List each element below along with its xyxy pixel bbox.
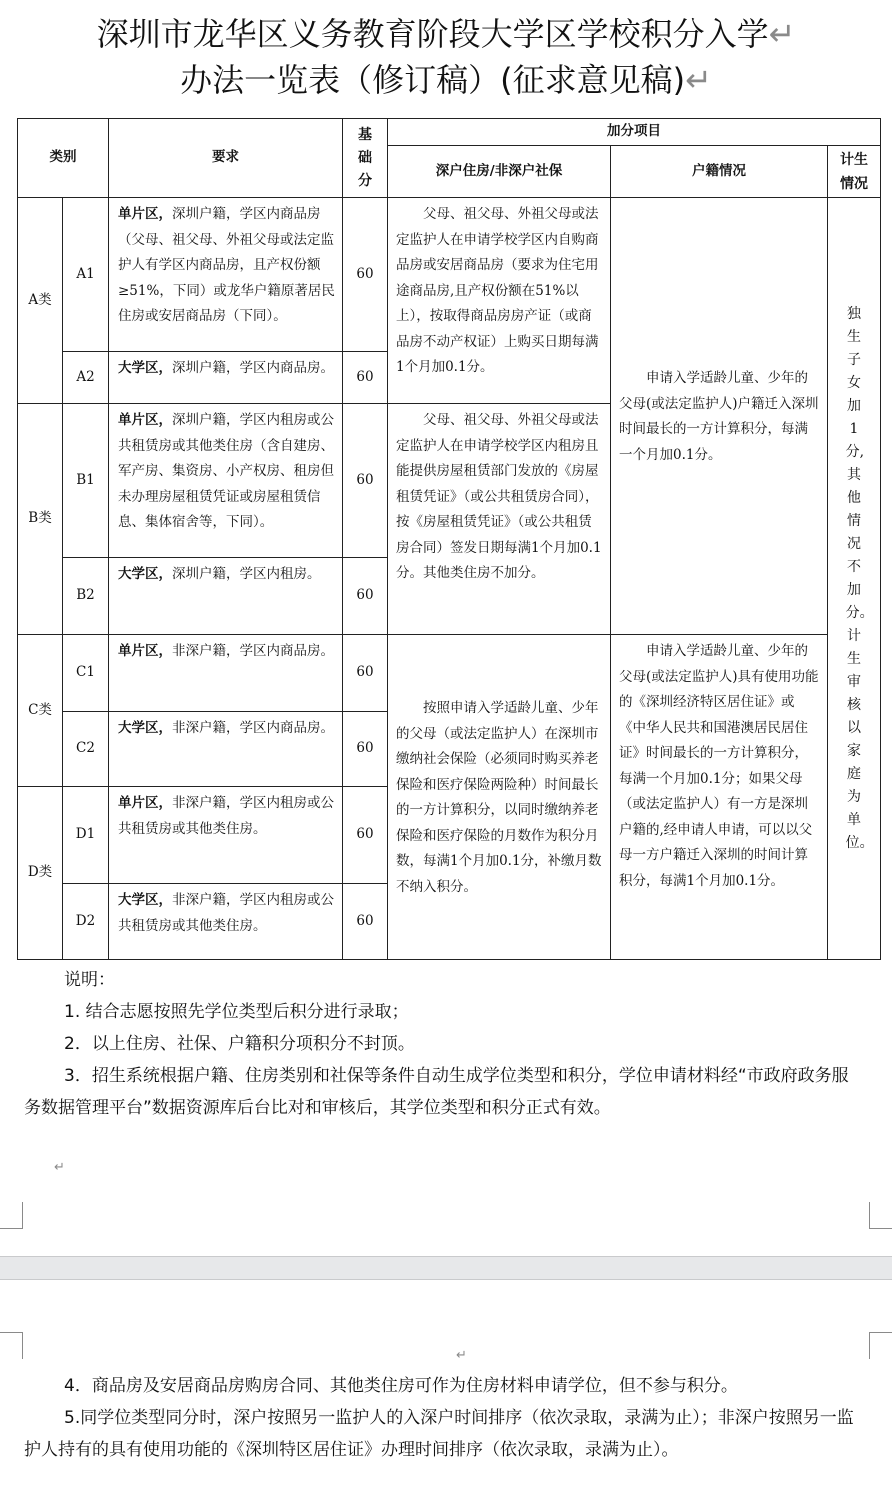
family-planning-rule: 独生子女加1分,其他情况不加分。计生审核以家庭为单位。 (828, 198, 881, 960)
row-code: B1 (63, 404, 109, 558)
row-base-score: 60 (343, 712, 388, 787)
row-requirement: 大学区，非深户籍，学区内租房或公共租赁房或其他类住房。 (109, 884, 343, 960)
row-code: A2 (63, 352, 109, 404)
row-base-score: 60 (343, 787, 388, 884)
row-code: B2 (63, 558, 109, 635)
housing-rule-b: 父母、祖父母、外祖父母或法定监护人在申请学校学区内租房且能提供房屋租赁部门发放的《房屋租赁凭证》（或公共租赁房合同），按《房屋租赁凭证》（或公共租赁房合同）签发日期每满1个月加0.1分。其他类住房不加分。 (388, 404, 611, 635)
page-break-gap (0, 1256, 892, 1280)
row-code: C1 (63, 635, 109, 712)
row-base-score: 60 (343, 635, 388, 712)
page-corner-mark (869, 1202, 892, 1229)
notes-continued (24, 1370, 864, 1466)
note-2: 2．以上住房、社保、户籍积分项积分不封顶。 (64, 1034, 415, 1054)
row-base-score: 60 (343, 884, 388, 960)
group-label-c: C类 (18, 635, 63, 787)
page-corner-mark (0, 1202, 23, 1229)
header-housing-social: 深户住房/非深户社保 (388, 146, 611, 198)
paragraph-mark-icon: ↵ (768, 15, 796, 53)
header-bonus-items: 加分项目 (388, 119, 881, 146)
row-requirement: 大学区，深圳户籍，学区内租房。 (109, 558, 343, 635)
row-requirement: 大学区，非深户籍，学区内商品房。 (109, 712, 343, 787)
group-label-d: D类 (18, 787, 63, 960)
paragraph-mark-icon: ↵ (54, 1160, 65, 1175)
row-base-score: 60 (343, 558, 388, 635)
household-rule-ab: 申请入学适龄儿童、少年的父母(或法定监护人)户籍迁入深圳时间最长的一方计算积分，每满一个月加0.1分。 (611, 198, 828, 635)
household-rule-cd: 申请入学适龄儿童、少年的父母(或法定监护人)具有使用功能的《深圳经济特区居住证》或《中华人民共和国港澳居民居住证》时间最长的一方计算积分，每满一个月加0.1分；如果父母（或法定监护人）有一方是深圳户籍的,经申请人申请，可以以父母一方户籍迁入深圳的时间计算积分，每满1个月加0.1分。 (611, 635, 828, 960)
row-requirement: 单片区，深圳户籍，学区内商品房（父母、祖父母、外祖父母或法定监护人有学区内商品房，且产权份额≥51%，下同）或龙华户籍原著居民住房或安居商品房（下同）。 (109, 198, 343, 352)
notes-heading: 说明： (64, 970, 115, 990)
page-corner-mark (0, 1332, 23, 1359)
note-1: 1. 结合志愿按照先学位类型后积分进行录取； (64, 1002, 409, 1022)
admission-score-table (17, 118, 881, 960)
paragraph-mark-icon: ↵ (456, 1348, 467, 1363)
row-base-score: 60 (343, 198, 388, 352)
group-label-a: A类 (18, 198, 63, 404)
social-insurance-rule-cd: 按照申请入学适龄儿童、少年的父母（或法定监护人）在深圳市缴纳社会保险（必须同时购买养老保险和医疗保险两险种）时间最长的一方计算积分，以同时缴纳养老保险和医疗保险的月数作为积分月数，每满1个月加0.1分，补缴月数不纳入积分。 (388, 635, 611, 960)
note-5: 5.同学位类型同分时，深户按照另一监护人的入深户时间排序（依次录取，录满为止）；非深户按照另一监护人持有的具有使用功能的《深圳特区居住证》办理时间排序（依次录取，录满为止）。 (24, 1408, 854, 1460)
document-title-line2: 办法一览表（修订稿）(征求意见稿)↵ (180, 61, 712, 99)
document-title-line1: 深圳市龙华区义务教育阶段大学区学校积分入学↵ (96, 15, 796, 53)
row-requirement: 单片区，非深户籍，学区内租房或公共租赁房或其他类住房。 (109, 787, 343, 884)
row-code: D1 (63, 787, 109, 884)
row-code: D2 (63, 884, 109, 960)
housing-rule-a: 父母、祖父母、外祖父母或法定监护人在申请学校学区内自购商品房或安居商品房（要求为住宅用途商品房,且产权份额在51%以上），按取得商品房房产证（或商品房不动产权证）上购买日期每满1个月加0.1分。 (388, 198, 611, 404)
page-corner-mark (869, 1332, 892, 1359)
row-base-score: 60 (343, 404, 388, 558)
row-requirement: 大学区，深圳户籍，学区内商品房。 (109, 352, 343, 404)
row-requirement: 单片区，深圳户籍，学区内租房或公共租赁房或其他类住房（含自建房、军产房、集资房、小产权房、租房但未办理房屋租赁凭证或房屋租赁信息、集体宿舍等，下同）。 (109, 404, 343, 558)
paragraph-mark-icon: ↵ (685, 61, 712, 99)
group-label-b: B类 (18, 404, 63, 635)
header-base-score: 基础分 (343, 119, 388, 198)
header-requirement: 要求 (109, 119, 343, 198)
note-4: 4．商品房及安居商品房购房合同、其他类住房可作为住房材料申请学位，但不参与积分。 (64, 1376, 738, 1396)
header-category: 类别 (18, 119, 109, 198)
header-family-planning: 计生情况 (828, 146, 881, 198)
row-requirement: 单片区，非深户籍，学区内商品房。 (109, 635, 343, 712)
row-code: A1 (63, 198, 109, 352)
notes-section (24, 964, 864, 1124)
row-code: C2 (63, 712, 109, 787)
row-base-score: 60 (343, 352, 388, 404)
header-household: 户籍情况 (611, 146, 828, 198)
note-3: 3．招生系统根据户籍、住房类别和社保等条件自动生成学位类型和积分，学位申请材料经“市政府政务服务数据管理平台”数据资源库后台比对和审核后，其学位类型和积分正式有效。 (24, 1066, 849, 1118)
